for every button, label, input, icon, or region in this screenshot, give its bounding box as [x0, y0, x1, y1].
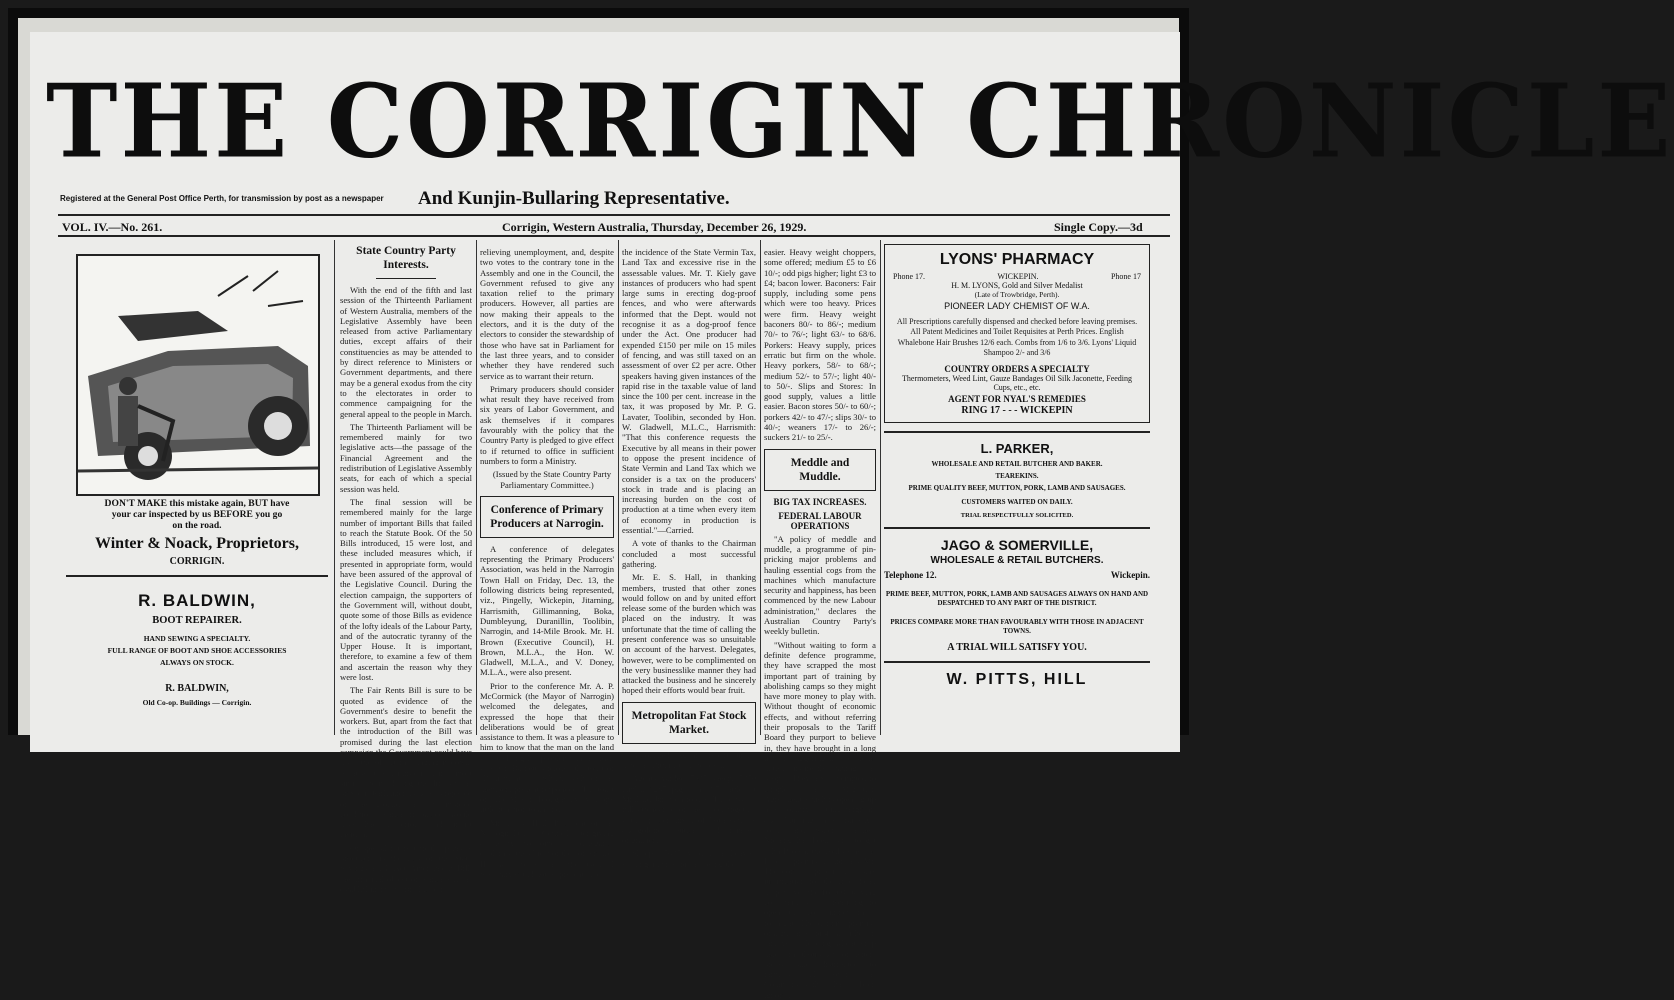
- article-paragraph: A vote of thanks to the Chairman concluded a most successful gathering.: [622, 538, 756, 569]
- column-6-ads: [884, 244, 1150, 735]
- caption-line-3: on the road.: [172, 520, 222, 531]
- divider: [66, 575, 328, 577]
- column-rule: [618, 240, 619, 735]
- column-3-article: [480, 244, 614, 880]
- heading-box: [622, 702, 756, 744]
- baldwin-line-1: HAND SEWING A SPECIALTY.: [143, 634, 251, 643]
- article-paragraph: Mr. E. S. Hall, in thanking members, trusted that other zones would follow on and by united effort release some of the burden which was placed on the industry. It was unfortunate that the time of calling the present conference was so unsuitable on account of the harvest. Delegates, however, were to be complimented on the very businesslike manner they had attacked the business and he sincerely hoped their efforts would bear fruit.: [622, 572, 756, 696]
- article-paragraph: A conference of delegates representing the Primary Producers' Association, was held in the Narrogin Town Hall on Friday, Dec. 13, the following districts being represented, viz., Pingelly, Wickepin, Jitarning, Harrismith, Gillimanning, Boka, Dumbleyung, Duranillin, Toolibin, Narrogin, and 14-Mile Brook. Mr. H. Brown (Executive Council), H. Brown, M.L.A., the Hon. W. Gladwell, M.L.A., and V. Doney, M.L.A., were also present.: [480, 543, 614, 678]
- heading-box: [764, 449, 876, 491]
- article-paragraph: the incidence of the State Vermin Tax, Land Tax and excessive rise in the assessable values. Mr. T. Kiely gave instances of producers who had spent large sums in erecting dog-proof fences, and who were afterwards informed that the Dept. would not recognise it as a dog-proof fence under the Act. One producer had expended £150 per mile on 15 miles of fencing, and was still taxed on an assessment of over £2 per acre. Other speakers having given instances of the rapid rise in the taxable value of land since the 100 per cent. increase in the tax, it was proposed by Mr. P. G. Lavater, Toolibin, seconded by Hon. W. Gladwell, M.L.C., Harrismith: "That this conference requests the Executive by all means in their power to oppose the present incidence of State Vermin and Land Tax which we consider is a tax on the producers' stock in trade and is placing an increasing burden on the cost of production at a time when every item of economy in production is essential."—Carried.: [622, 247, 756, 536]
- volume-number: VOL. IV.—No. 261.: [62, 220, 163, 234]
- article-heading-2: Producers at Narrogin.: [490, 517, 604, 530]
- column-4-article: [622, 244, 756, 869]
- parker-trade: WHOLESALE AND RETAIL BUTCHER AND BAKER.: [931, 460, 1103, 469]
- jago-phone: Telephone 12.: [884, 570, 937, 581]
- jago-town: Wickepin.: [1110, 570, 1150, 581]
- parker-line-1: TEAREKINS.: [995, 472, 1039, 481]
- article-paragraph: "Without waiting to form a definite defence programme, they have scrapped the most important part of training by abolishing camps so they might have more money to play with. Without thought of economic effects, and without referring their proposals to the Tariff Board they purport to believe in, they have brought in a long list of staggering new customs duties indirectly taxing the people. They have attempted to cripple the Migration Agreement which is opening up new country, settling migrants and building new railways, roads and water schemes. Nothing has been done to get John Brown, the coal owner, as Labour promised, nor has Mr. Theodore produced any justification for the cruel hoax he put over the 16,000 starving coal miners in promising to open the coal mines in a fortnight. The definite promise of a guarantee of 4/- a bushel on this year's leading wheat crop made in thousands of letters posted and distributed to farmers all over the Commonwealth has been ignored.: [764, 639, 876, 1000]
- column-rule: [334, 240, 335, 735]
- baldwin-line-2: FULL RANGE OF BOOT AND SHOE ACCESSORIES: [107, 646, 287, 655]
- column-1-ads: [66, 498, 328, 735]
- baldwin-trade: BOOT REPAIRER.: [152, 615, 242, 626]
- place-date: Corrigin, Western Australia, Thursday, December 26, 1929.: [502, 220, 807, 234]
- article-heading: State Country Party: [356, 245, 456, 257]
- article-paragraph: With the end of the fifth and last session of the Thirteenth Parliament of Western Australia, members of the Legislative Assembly have been released from active Parliamentary duties, except affairs of their constituencies as may be attended to by direct reference to Ministers or Government departments, and there may be a general exodus from the city to the electorates in order to commence campaigning for the general appeal to the people in March.: [340, 285, 472, 419]
- article-heading: Conference of Primary: [490, 503, 604, 516]
- article-paragraph: (Issued by the State Country Party Parliamentary Committee.): [492, 469, 612, 490]
- column-rule: [476, 240, 477, 735]
- article-paragraph: The Thirteenth Parliament will be remembered mainly for two legislative acts—the passage of the Financial Agreement and the redistribution of Legislative Assembly seats, for each of which a special session was held.: [340, 421, 472, 494]
- column-rule: [760, 240, 761, 735]
- parker-name: L. PARKER,: [980, 441, 1054, 457]
- heading-box: [480, 496, 614, 538]
- lyons-ring: RING 17 - - - WICKEPIN: [961, 405, 1073, 417]
- parker-line-2: PRIME QUALITY BEEF, MUTTON, PORK, LAMB AND SAUSAGES.: [908, 484, 1126, 493]
- baldwin-line-3: ALWAYS ON STOCK.: [160, 658, 234, 667]
- caption-line-1: DON'T MAKE this mistake again, BUT have: [104, 498, 290, 509]
- article-heading: Meddle and Muddle.: [790, 456, 850, 483]
- article-heading-2: Interests.: [383, 259, 429, 271]
- baldwin-name: R. BALDWIN,: [138, 591, 256, 610]
- caption-line-2: your car inspected by us BEFORE you go: [111, 509, 283, 520]
- registration-line: Registered at the General Post Office Perth, for transmission by post as a newspaper: [60, 194, 384, 203]
- parker-line-4: TRIAL RESPECTFULLY SOLICITED.: [960, 512, 1074, 520]
- article-paragraph: The Fair Rents Bill is sure to be quoted as evidence of the Government's desire to benefit the workers. But, apart from the fact that the introduction of the Bill was promised during the last election campaign the Government could have had little object in bringing it down, because it was introduced in almost similar form during the life of the previous Parliament, and was rejected on the ground that it imposed conditions which, if passed, would have had a serious and unjust incidence.: [340, 685, 472, 840]
- lyons-pioneer: PIONEER LADY CHEMIST OF W.A.: [944, 301, 1090, 311]
- pitts-name: W. PITTS, HILL: [946, 671, 1088, 689]
- firm-name: Winter & Noack, Proprietors,: [95, 535, 299, 552]
- firm-town: CORRIGIN.: [169, 556, 225, 567]
- rule-bottom: [58, 235, 1170, 237]
- lyons-owner: H. M. LYONS, Gold and Silver Medalist: [951, 281, 1083, 290]
- baldwin-signature: R. BALDWIN,: [165, 683, 229, 694]
- lyons-items: Thermometers, Weed Lint, Gauze Bandages Oil Silk Jaconette, Feeding Cups, etc., etc.: [901, 374, 1133, 393]
- article-paragraph: Of special interest to the primary producers is the loss of the State Savings Bank Act Amendment Bill, the principal object of which was the establishment of a rural credits: [340, 842, 472, 894]
- article-paragraph: Sheep.—7637 yarded—a heavier yarding, in view of this being the: [622, 848, 756, 869]
- jago-line-1: PRIME BEEF, MUTTON, PORK, LAMB AND SAUSAGES ALWAYS ON HAND AND DESPATCHED TO ANY PART OF THE DISTRICT.: [885, 590, 1149, 608]
- rule-top: [58, 214, 1170, 216]
- article-paragraph: Mr. E. S. Hall, President of the Narrogin District Council, after giving a hearty welcome to delegates, explained the object of the conference. He was sorry that the General Secretary could not be present, and: [480, 817, 614, 880]
- lyons-town: WICKEPIN.: [997, 272, 1039, 281]
- article-paragraph: "A policy of meddle and muddle, a programme of pin-pricking major problems and hauling essential cogs from the machines which manufacture security and happiness, has been commenced by the new Labour administration," declares the Australian Country Party's weekly bulletin.: [764, 533, 876, 637]
- lyons-name: LYONS' PHARMACY: [939, 251, 1095, 268]
- column-rule: [880, 240, 881, 735]
- column-2-article: [340, 244, 472, 894]
- article-heading: Metropolitan Fat Stock: [631, 709, 747, 722]
- wrecked-car-icon: [78, 256, 318, 494]
- jago-trade: WHOLESALE & RETAIL BUTCHERS.: [930, 555, 1104, 567]
- lyons-phone-left: Phone 17.: [893, 272, 925, 281]
- price: Single Copy.—3d: [1054, 220, 1143, 234]
- article-paragraph: Prior to the conference Mr. A. P. McCormick (the Mayor of Narrogin) welcomed the delegates, and expressed the hope that their deliberations would be of great assistance to them. It was a pleasure to him to know that the man on the land was tackling his problems in his own way. Cr. Barnett proposed the toast of "Parliament" to which each of the members present responded. The toast of "The Mayor" brought a very happy little function to an end.: [480, 680, 614, 815]
- jago-line-3: A TRIAL WILL SATISFY YOU.: [947, 642, 1087, 654]
- column-5-article: [764, 244, 876, 1000]
- lyons-phone-right: Phone 17: [1110, 272, 1141, 281]
- lyons-late: (Late of Trowbridge, Perth).: [974, 290, 1060, 299]
- article-paragraph: relieving unemployment, and, despite two votes to the contrary tone in the Assembly and one in the Council, the Government refused to give any taxation relief to the primary producers. However, all parties are now making their appeals to the electors, and it is the duty of the electors to consider the stewardship of those who have sat in Parliament for the last three years, and to consider whether they have rendered such service as to warrant their return.: [480, 247, 614, 381]
- article-paragraph: Primary producers should consider what result they have received from six years of Labor Government, and ask themselves if it compares favourably with the policy that the Country Party is pledged to give effect to if returned to office in sufficient numbers to form a Ministry.: [480, 383, 614, 466]
- lyons-pharmacy-ad: [884, 244, 1150, 423]
- masthead-subtitle: And Kunjin-Bullaring Representative.: [418, 188, 730, 209]
- car-illustration: [76, 254, 320, 496]
- lyons-description: All Prescriptions carefully dispensed and checked before leaving premises. All Patent Medicines and Toilet Requisites at Perth Prices. English Whalebone Hair Brushes 12/6 each. Combs from 1/6 to 3/6. Lyons' Liquid Shampoo 2/- and 3/6: [896, 317, 1138, 357]
- article-paragraph: easier. Heavy weight choppers, some offered; medium £5 to £6 10/-; odd pigs higher; light £3 to £4; bacon lower. Baconers: Fair supply, including some pens which were too heavy. Prices were firm. Heavy weight baconers 80/- to 86/-; medium 70/- to 76/-; light 63/- to 68/6. Porkers: Heavy supply, prices erratic but firm on the whole. Heavy porkers, 58/- to 68/-; medium 52/- to 57/-; light 40/- to 50/-. Slips and Stores: In good supply, values a little easier. Bacon stores 50/- to 60/-; porkers 42/- to 47/-; slips 30/- to 40/-; weaners 17/- to 26/-; suckers 21/- to 25/-.: [764, 247, 876, 443]
- parker-line-3: CUSTOMERS WAITED ON DAILY.: [961, 498, 1073, 507]
- lyons-agent: AGENT FOR NYAL'S REMEDIES: [948, 394, 1086, 405]
- article-paragraph: Agents yarded 7637 sheep, 7850 lambs, 1265 pigs, and 97 cattle, at Midland Junction to-day. There was a full attendance of the trade, together with representatives of both country and goldfields butchers and a number of graziers.: [622, 773, 756, 846]
- jago-name: JAGO & SOMERVILLE,: [940, 537, 1094, 554]
- article-paragraph: The final session will be remembered mainly for the large number of important Bills that failed to reach the Statute Book. Of the 50 Bills introduced, 15 were lost, and these included measures which, if presented in appropriate form, would have been assured of the approval of the Legislative Council. During the election campaign, the supporters of the Government will, without doubt, quote some of those Bills as evidence of the lofty ideals of the Labour Party, and of the autocratic tyranny of the Upper House. It is important, therefore, to examine a few of them and ascertain the reason why they were lost.: [340, 496, 472, 682]
- article-heading-2: Market.: [669, 723, 709, 736]
- newspaper-page: [8, 8, 1674, 1000]
- baldwin-address: Old Co-op. Buildings — Corrigin.: [142, 698, 252, 707]
- jago-line-2: PRICES COMPARE MORE THAN FAVOURABLY WITH THOSE IN ADJACENT TOWNS.: [890, 618, 1144, 636]
- article-paragraph: Associated Agents report under date the 18th inst., as follows:—: [622, 749, 756, 771]
- lyons-orders: COUNTRY ORDERS A SPECIALTY: [944, 364, 1090, 375]
- article-subheading: FEDERAL LABOUR OPERATIONS: [778, 510, 862, 531]
- article-subheading: BIG TAX INCREASES.: [773, 496, 867, 507]
- masthead-title: THE CORRIGIN CHRONICLE: [46, 62, 1674, 181]
